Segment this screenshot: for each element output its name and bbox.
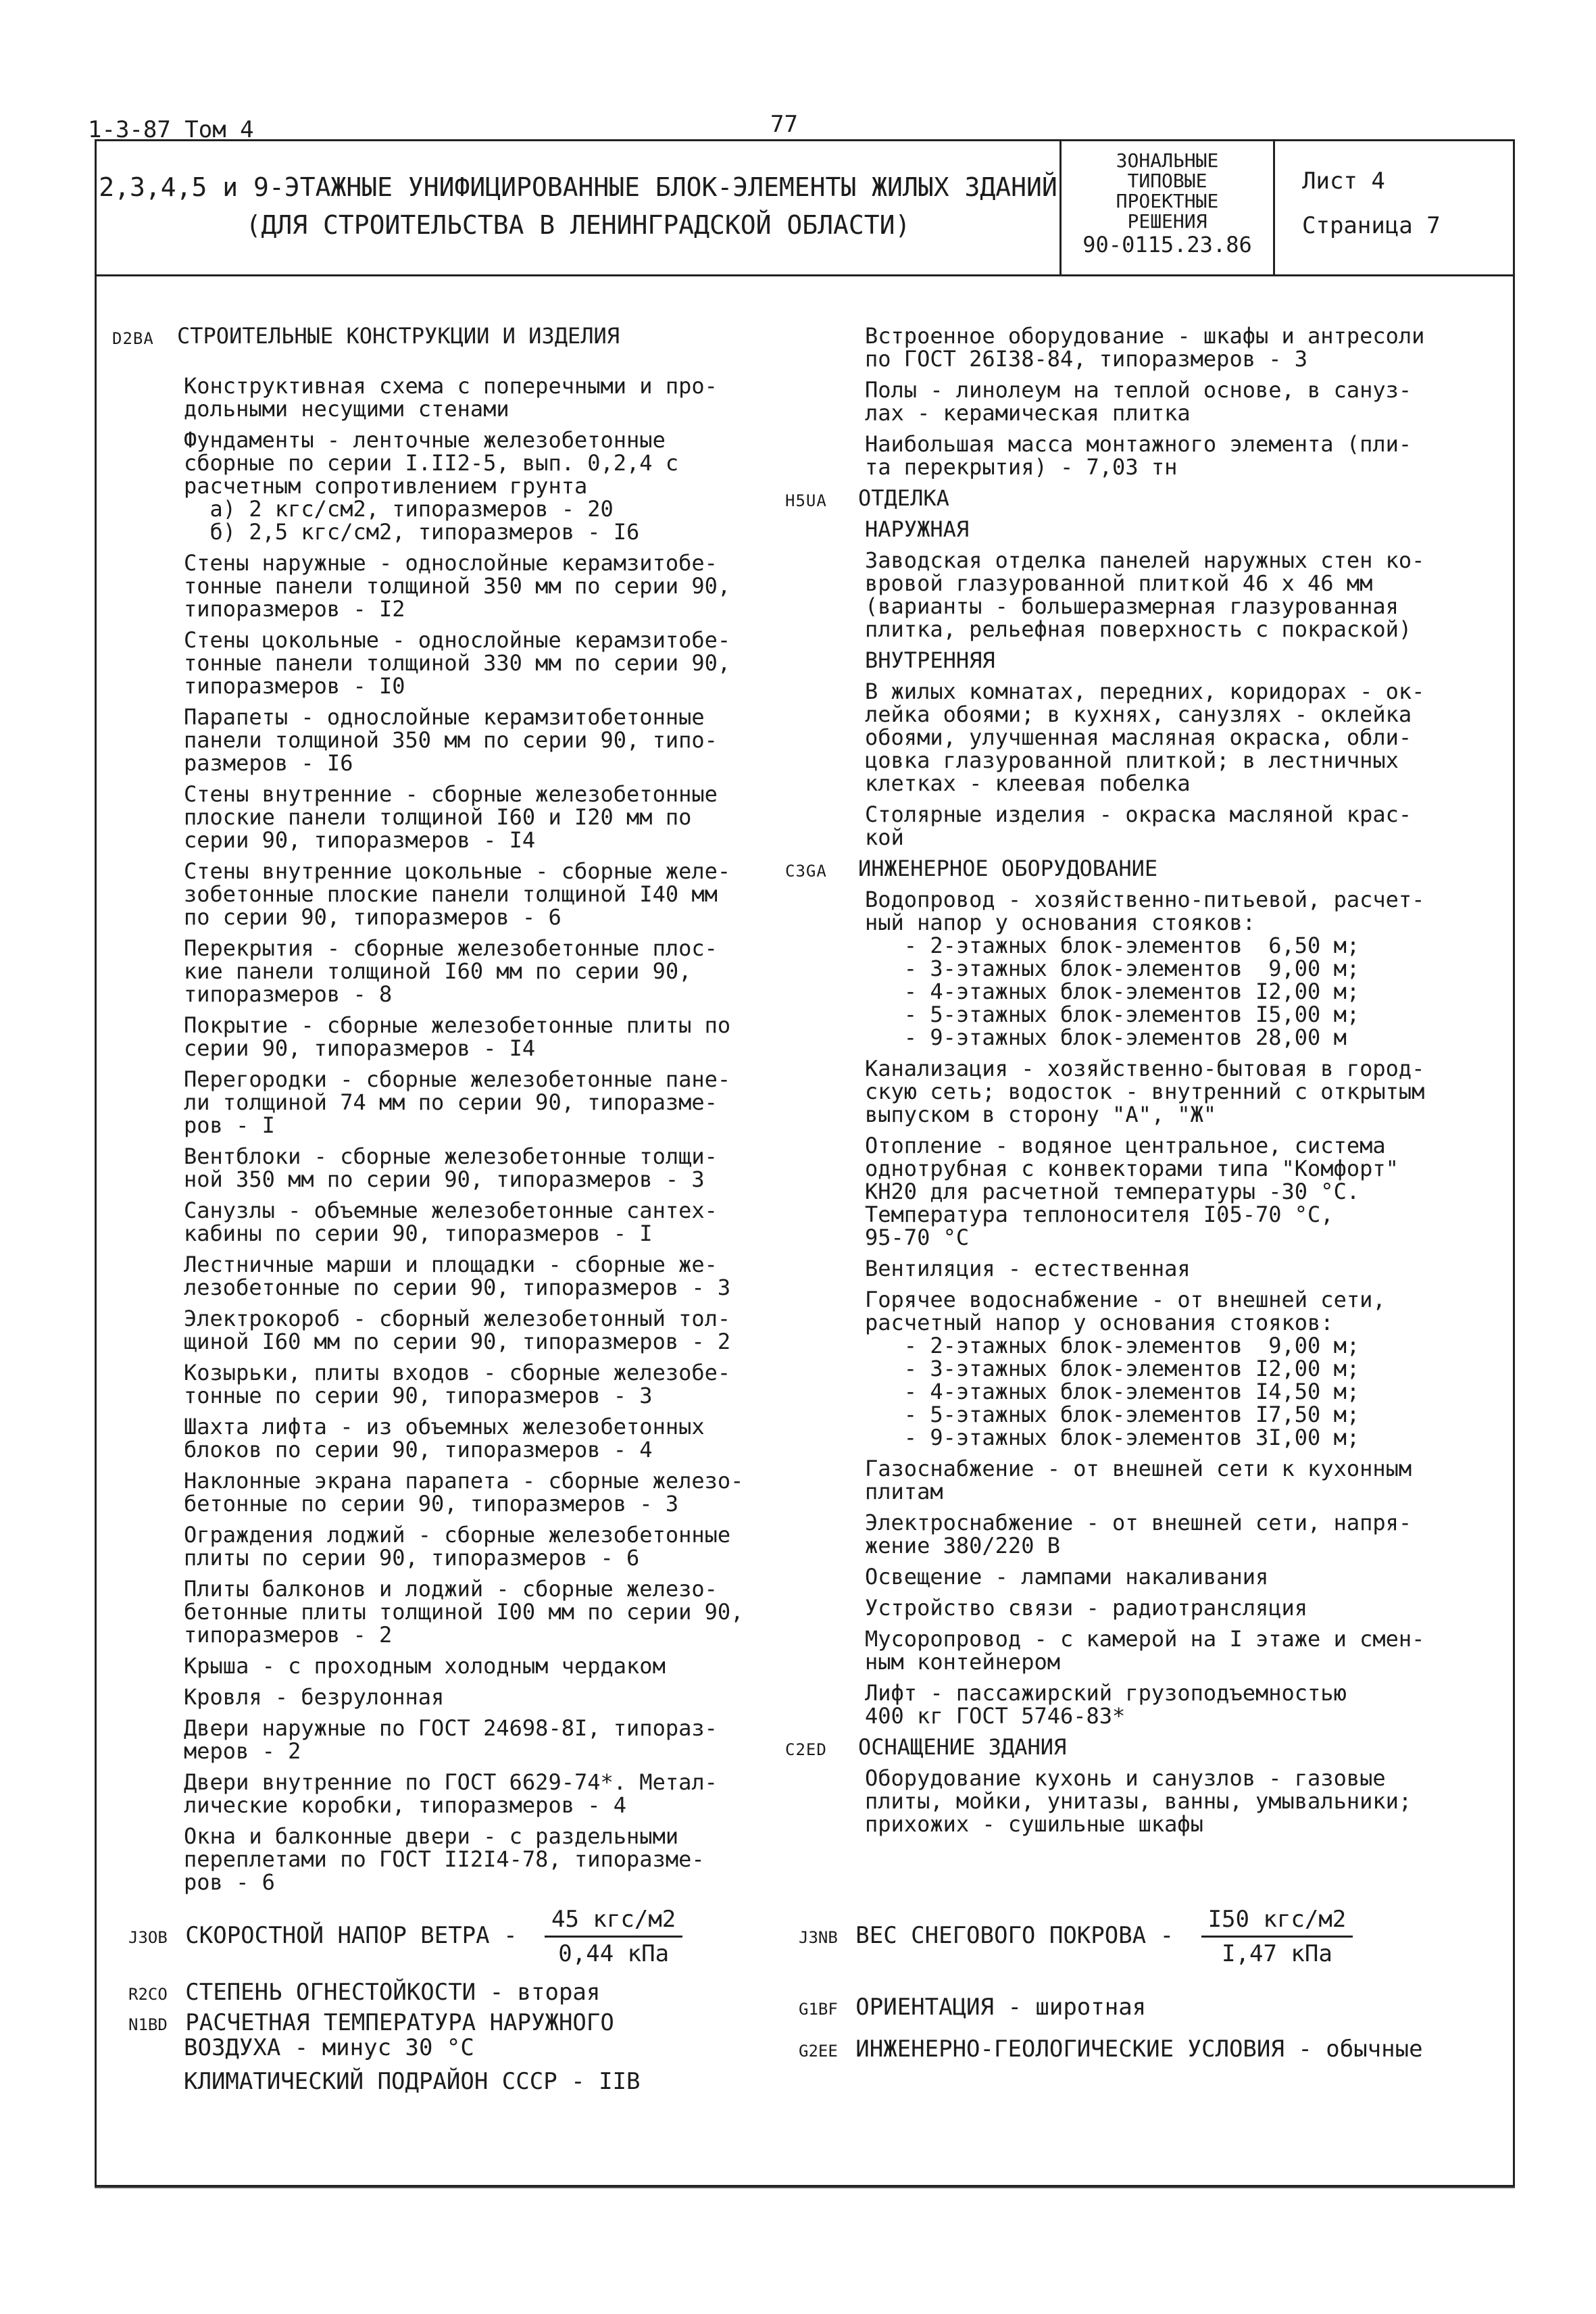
geological-conditions [799,2036,1423,2063]
section-engineering-heading [785,856,1473,881]
construction-item: Перекрытия - сборные железобетонные плос- кие панели толщиной I60 мм по серии 90, типоразмеров - 8 [184,935,718,1007]
construction-item: Стены внутренние - сборные железобетонные плоские панели толщиной I60 и I20 мм по серии 90, типоразмеров - I4 [184,781,718,853]
section-code: H5UA [785,491,827,510]
construction-item: Крыша - с проходным холодным чердаком [184,1653,666,1679]
construction-item: Двери внутренние по ГОСТ 6629-74*. Метал- лические коробки, типоразмеров - 4 [184,1769,718,1818]
construction-item: Лестничные марши и площадки - сборные же- лезобетонные по серии 90, типоразмеров - 3 [184,1252,731,1300]
item-code: G1BF [799,2000,838,2019]
construction-item: Наклонные экрана парапета - сборные железо- бетонные по серии 90, типоразмеров - 3 [184,1468,744,1517]
construction-item: Козырьки, плиты входов - сборные железобе- тонные по серии 90, типоразмеров - 3 [184,1360,731,1408]
item-code: G2EE [799,2042,838,2061]
sewer-text: Канализация - хозяйственно-бытовая в город- скую сеть; водосток - внутренний с открытым выпуском в сторону "А", "Ж" [865,1056,1425,1127]
wind-pressure [128,1906,682,1967]
fire-text: СТЕПЕНЬ ОГНЕСТОЙКОСТИ - вторая [185,1979,601,2006]
construction-item: Стены внутренние цокольные - сборные желе- зобетонные плоские панели толщиной I40 мм по серии 90, типоразмеров - 6 [184,858,731,930]
construction-item: Плиты балконов и лоджий - сборные железо- бетонные плиты толщиной I00 мм по серии 90, типоразмеров - 2 [184,1576,744,1648]
section-title: ОТДЕЛКА [858,485,949,511]
construction-item: Вентблоки - сборные железобетонные толщи- ной 350 мм по серии 90, типоразмеров - 3 [184,1143,718,1192]
document-reference: 1-3-87 Том 4 [88,116,254,143]
outer-finish-heading: НАРУЖНАЯ [865,516,970,542]
item-code: J3OB [128,1928,168,1947]
temperature-line-2: ВОЗДУХА - минус 30 °С [184,2034,474,2061]
outdoor-temperature [128,2011,614,2059]
left-column [112,323,799,1902]
series-line-4: РЕШЕНИЯ [1127,210,1207,232]
snow-fraction [1201,1906,1353,1967]
construction-item: Перегородки - сборные железобетонные пане- ли толщиной 74 мм по серии 90, типоразме- ров - I [184,1066,731,1138]
page-number: 77 [770,111,798,138]
construction-item: Фундаменты - ленточные железобетонные сборные по серии I.II2-5, вып. 0,2,4 с расчетным сопротивлением грунта а) 2 кгс/см2, типоразмеров - 20 б) 2,5 кгс/см2, типоразмеров - I6 [184,427,679,545]
section-constructions-heading [112,323,799,349]
fire-resistance [128,1979,600,2006]
section-code: D2BA [112,329,154,348]
climate-subregion: КЛИМАТИЧЕСКИЙ ПОДРАЙОН СССР - IIВ [184,2068,641,2095]
sheet-page: Страница 7 [1302,212,1441,239]
power-text: Электроснабжение - от внешней сети, напря- жение 380/220 В [865,1510,1412,1558]
section-code: C2ED [785,1740,827,1759]
wind-label: СКОРОСТНОЙ НАПОР ВЕТРА - [185,1922,518,1949]
equipment-item: Наибольшая масса монтажного элемента (пли- та перекрытия) - 7,03 тн [865,431,1412,480]
series-line-1: ЗОНАЛЬНЫЕ [1116,149,1219,172]
lighting-text: Освещение - лампами накаливания [865,1564,1269,1590]
construction-items-list [177,374,799,1894]
wind-denominator: 0,44 кПа [558,1940,670,1967]
item-code: N1BD [128,2015,168,2034]
construction-item: Окна и балконные двери - с раздельными переплетами по ГОСТ II2I4-78, типоразме- ров - 6 [184,1823,705,1895]
communication-text: Устройство связи - радиотрансляция [865,1595,1308,1621]
construction-item: Стены наружные - однослойные керамзитобе- тонные панели толщиной 350 мм по серии 90, типоразмеров - I2 [184,550,731,622]
construction-item: Кровля - безрулонная [184,1684,445,1710]
title-block [97,141,1513,276]
temperature-line-1: РАСЧЕТНАЯ ТЕМПЕРАТУРА НАРУЖНОГО [185,2009,614,2036]
snow-numerator: I50 кгс/м2 [1201,1906,1353,1938]
heating-text: Отопление - водяное центральное, система однотрубная с конвекторами типа "Комфорт" КН20 для расчетной температуры -30 °С. Температура теплоносителя I05-70 °С, 95-70 °С [865,1133,1399,1250]
wind-numerator: 45 кгс/м2 [545,1906,682,1938]
series-line-3: ПРОЕКТНЫЕ [1116,190,1219,212]
wind-fraction [545,1906,682,1967]
construction-item: Санузлы - объемные железобетонные сантех- кабины по серии 90, типоразмеров - I [184,1198,718,1246]
section-equipment-heading [785,1734,1473,1760]
title-line-2: (ДЛЯ СТРОИТЕЛЬСТВА В ЛЕНИНГРАДСКОЙ ОБЛАСТИ) [245,210,911,240]
section-title: СТРОИТЕЛЬНЫЕ КОНСТРУКЦИИ И ИЗДЕЛИЯ [177,323,620,349]
item-code: R2CO [128,1985,168,2004]
sheet-number: Лист 4 [1302,168,1385,195]
snow-denominator: I,47 кПа [1222,1940,1332,1967]
section-title: ИНЖЕНЕРНОЕ ОБОРУДОВАНИЕ [858,856,1158,881]
gas-text: Газоснабжение - от внешней сети к кухонным плитам [865,1456,1412,1504]
joinery-text: Столярные изделия - окраска масляной крас- кой [865,802,1412,850]
construction-item: Покрытие - сборные железобетонные плиты по серии 90, типоразмеров - I4 [184,1012,731,1061]
series-box [1062,141,1275,274]
orientation-text: ОРИЕНТАЦИЯ - широтная [855,1994,1147,2021]
section-code: C3GA [785,862,827,881]
equipment-text: Оборудование кухонь и санузлов - газовые плиты, мойки, унитазы, ванны, умывальники; прихожих - сушильные шкафы [865,1765,1412,1837]
snow-load [799,1906,1353,1967]
construction-item: Электрокороб - сборный железобетонный тол- щиной I60 мм по серии 90, типоразмеров - 2 [184,1306,731,1354]
equipment-item: Встроенное оборудование - шкафы и антресоли по ГОСТ 26I38-84, типоразмеров - 3 [865,323,1425,372]
ventilation-text: Вентиляция - естественная [865,1256,1191,1281]
snow-label: ВЕС СНЕГОВОГО ПОКРОВА - [855,1922,1174,1949]
garbage-chute-text: Мусоропровод - с камерой на I этаже и смен- ным контейнером [865,1626,1425,1675]
document-title [97,141,1062,274]
title-line-1: 2,3,4,5 и 9-ЭТАЖНЫЕ УНИФИЦИРОВАННЫЕ БЛОК-ЭЛЕМЕНТЫ ЖИЛЫХ ЗДАНИЙ [99,172,1057,202]
equipment-item: Полы - линолеум на теплой основе, в сануз- лах - керамическая плитка [865,377,1412,426]
hot-water-text: Горячее водоснабжение - от внешней сети, расчетный напор у основания стояков: - 2-этажных блок-элементов 9,00 м; - 3-этажных блок-элементов I2,00 м; - 4-этажных блок-элементов I4,50 м; - 5-этажных блок-элементов I7,50 м; - 9-этажных блок-элементов 3I,00 м; [865,1287,1386,1450]
item-code: J3NB [799,1928,838,1947]
sheet-box [1275,141,1515,274]
construction-item: Стены цокольные - однослойные керамзитобе- тонные панели толщиной 330 мм по серии 90, типоразмеров - I0 [184,627,731,699]
construction-item: Конструктивная схема с поперечными и про- дольными несущими стенами [184,373,718,422]
inner-finish-heading: ВНУТРЕННЯЯ [865,647,995,673]
bottom-rule [95,2187,1515,2188]
series-code: 90-0115.23.86 [1082,232,1252,257]
right-items-list [858,324,1473,478]
geology-text: ИНЖЕНЕРНО-ГЕОЛОГИЧЕСКИЕ УСЛОВИЯ - обычные [855,2036,1423,2063]
series-line-2: ТИПОВЫЕ [1127,170,1207,192]
construction-item: Двери наружные по ГОСТ 24698-8I, типораз- меров - 2 [184,1715,718,1764]
water-supply-text: Водопровод - хозяйственно-питьевой, расчет- ный напор у основания стояков: - 2-этажных блок-элементов 6,50 м; - 3-этажных блок-элементов 9,00 м; - 4-этажных блок-элементов I2,00 м; - 5-этажных блок-элементов I5,00 м; - 9-этажных блок-элементов 28,00 м [865,887,1425,1050]
lift-text: Лифт - пассажирский грузоподъемностью 400 кг ГОСТ 5746-83* [865,1680,1347,1729]
construction-item: Парапеты - однослойные керамзитобетонные панели толщиной 350 мм по серии 90, типо- размеров - I6 [184,704,718,776]
right-column [785,323,1473,1844]
orientation [799,1994,1146,2021]
outer-finish-text: Заводская отделка панелей наружных стен ко- вровой глазурованной плиткой 46 х 46 мм (варианты - большеразмерная глазурованная плитка, рельефная поверхность с покраской) [865,547,1425,642]
construction-item: Шахта лифта - из объемных железобетонных блоков по серии 90, типоразмеров - 4 [184,1414,705,1462]
construction-item: Ограждения лоджий - сборные железобетонные плиты по серии 90, типоразмеров - 6 [184,1522,731,1571]
section-finish-heading [785,485,1473,511]
inner-finish-text: В жилых комнатах, передних, коридорах - ок- лейка обоями; в кухнях, санузлях - оклейка обоями, улучшенная масляная окраска, обли- цовка глазурованной плиткой; в лестничных клетках - клеевая побелка [865,679,1425,796]
section-title: ОСНАЩЕНИЕ ЗДАНИЯ [858,1734,1067,1760]
